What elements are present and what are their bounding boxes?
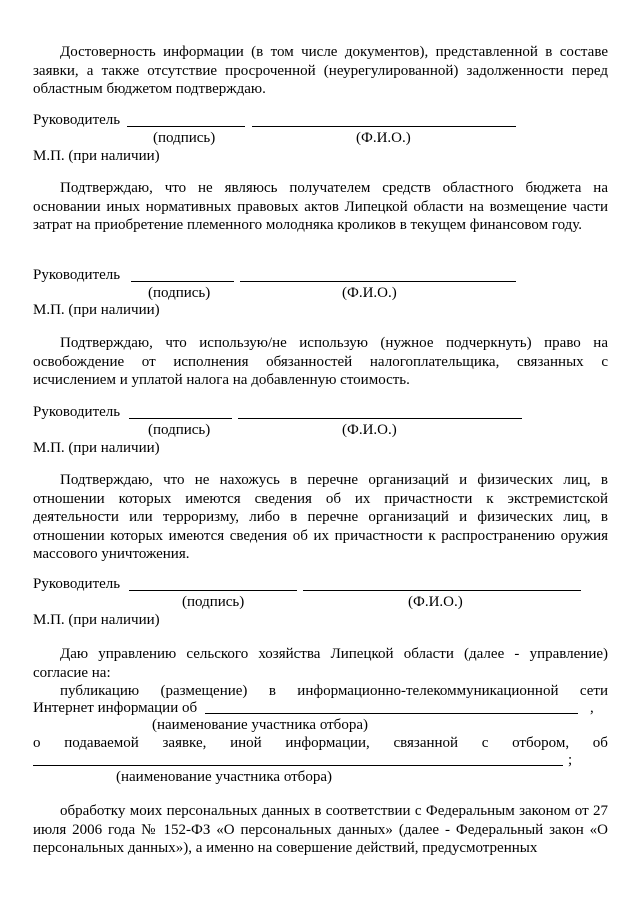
submitted-word: о — [33, 735, 41, 751]
head-label: Руководитель — [33, 576, 121, 592]
signature-line[interactable] — [129, 418, 232, 419]
submitted-suffix: ; — [568, 752, 573, 768]
signature-caption: (подпись) — [182, 594, 245, 610]
submitted-word: подаваемой — [64, 735, 139, 751]
paragraph-personal-data: обработку моих персональных данных в соответствии с Федеральным законом от 27 июля 2006 года № 152-ФЗ «О персональных данных» (далее - Федеральный закон «О персональных данных»), а именно на совершение действий, предусмотренных — [33, 803, 608, 856]
name-line[interactable] — [252, 126, 516, 127]
publication-row — [33, 682, 608, 700]
publication-word: в — [268, 683, 276, 699]
stamp-label: М.П. (при наличии) — [33, 612, 160, 628]
name-line[interactable] — [240, 281, 516, 282]
paragraph-vat: Подтверждаю, что использую/не использую (нужное подчеркнуть) право на освобождение от исполнения обязанностей налогоплательщика, связанных с исчислением и уплатой налога на добавленную стоимость. — [33, 335, 608, 388]
signature-line[interactable] — [129, 590, 297, 591]
paragraph-not-recipient: Подтверждаю, что не являюсь получателем средств областного бюджета на основании иных нормативных правовых актов Липецкой области на возмещение части затрат на приобретение племенного молодняка кроликов в текущем финансовом году. — [33, 180, 608, 233]
publication-word: (размещение) — [160, 683, 248, 699]
name-caption: (Ф.И.О.) — [342, 422, 397, 438]
name-caption: (Ф.И.О.) — [356, 130, 411, 146]
stamp-label: М.П. (при наличии) — [33, 302, 160, 318]
name-line[interactable] — [238, 418, 522, 419]
name-caption: (Ф.И.О.) — [408, 594, 463, 610]
name-line[interactable] — [303, 590, 581, 591]
stamp-label: М.П. (при наличии) — [33, 440, 160, 456]
head-label: Руководитель — [33, 404, 121, 420]
signature-line[interactable] — [131, 281, 234, 282]
publication-word: сети — [579, 683, 608, 699]
signature-line[interactable] — [127, 126, 245, 127]
publication-suffix: , — [590, 700, 594, 716]
head-label: Руководитель — [33, 112, 121, 128]
submitted-word: заявке, — [162, 735, 207, 751]
stamp-label: М.П. (при наличии) — [33, 148, 160, 164]
name-caption: (Ф.И.О.) — [342, 285, 397, 301]
paragraph-reliability: Достоверность информации (в том числе документов), представленной в составе заявки, а также отсутствие просроченной (неурегулированной) задолженности перед областным бюджетом подтверждаю. — [33, 44, 608, 97]
submitted-row — [33, 734, 608, 752]
publication-word: информационно-телекоммуникационной — [297, 683, 559, 699]
submitted-word: с — [481, 735, 489, 751]
publication-prefix: Интернет информации об — [33, 700, 198, 716]
participant-caption-1: (наименование участника отбора) — [152, 717, 368, 733]
head-label: Руководитель — [33, 267, 121, 283]
signature-caption: (подпись) — [148, 285, 211, 301]
paragraph-consent: Даю управлению сельского хозяйства Липецкой области (далее - управление) согласие на: — [33, 646, 608, 681]
submitted-word: иной — [230, 735, 262, 751]
submitted-word: информации, — [285, 735, 370, 751]
participant-name-line-2[interactable] — [33, 765, 563, 766]
submitted-word: отбором, — [512, 735, 570, 751]
participant-caption-2: (наименование участника отбора) — [116, 769, 332, 785]
publication-word: публикацию — [60, 683, 140, 699]
paragraph-extremism: Подтверждаю, что не нахожусь в перечне организаций и физических лиц, в отношении которых имеются сведения об их причастности к экстремистской деятельности или терроризму, либо в перечне организаций и физических лиц, в отношении которых имеются сведения об их причастности к распространению оружия массового уничтожения. — [33, 472, 608, 562]
submitted-word: об — [592, 735, 608, 751]
submitted-word: связанной — [393, 735, 459, 751]
signature-caption: (подпись) — [153, 130, 216, 146]
participant-name-line-1[interactable] — [205, 713, 578, 714]
signature-caption: (подпись) — [148, 422, 211, 438]
